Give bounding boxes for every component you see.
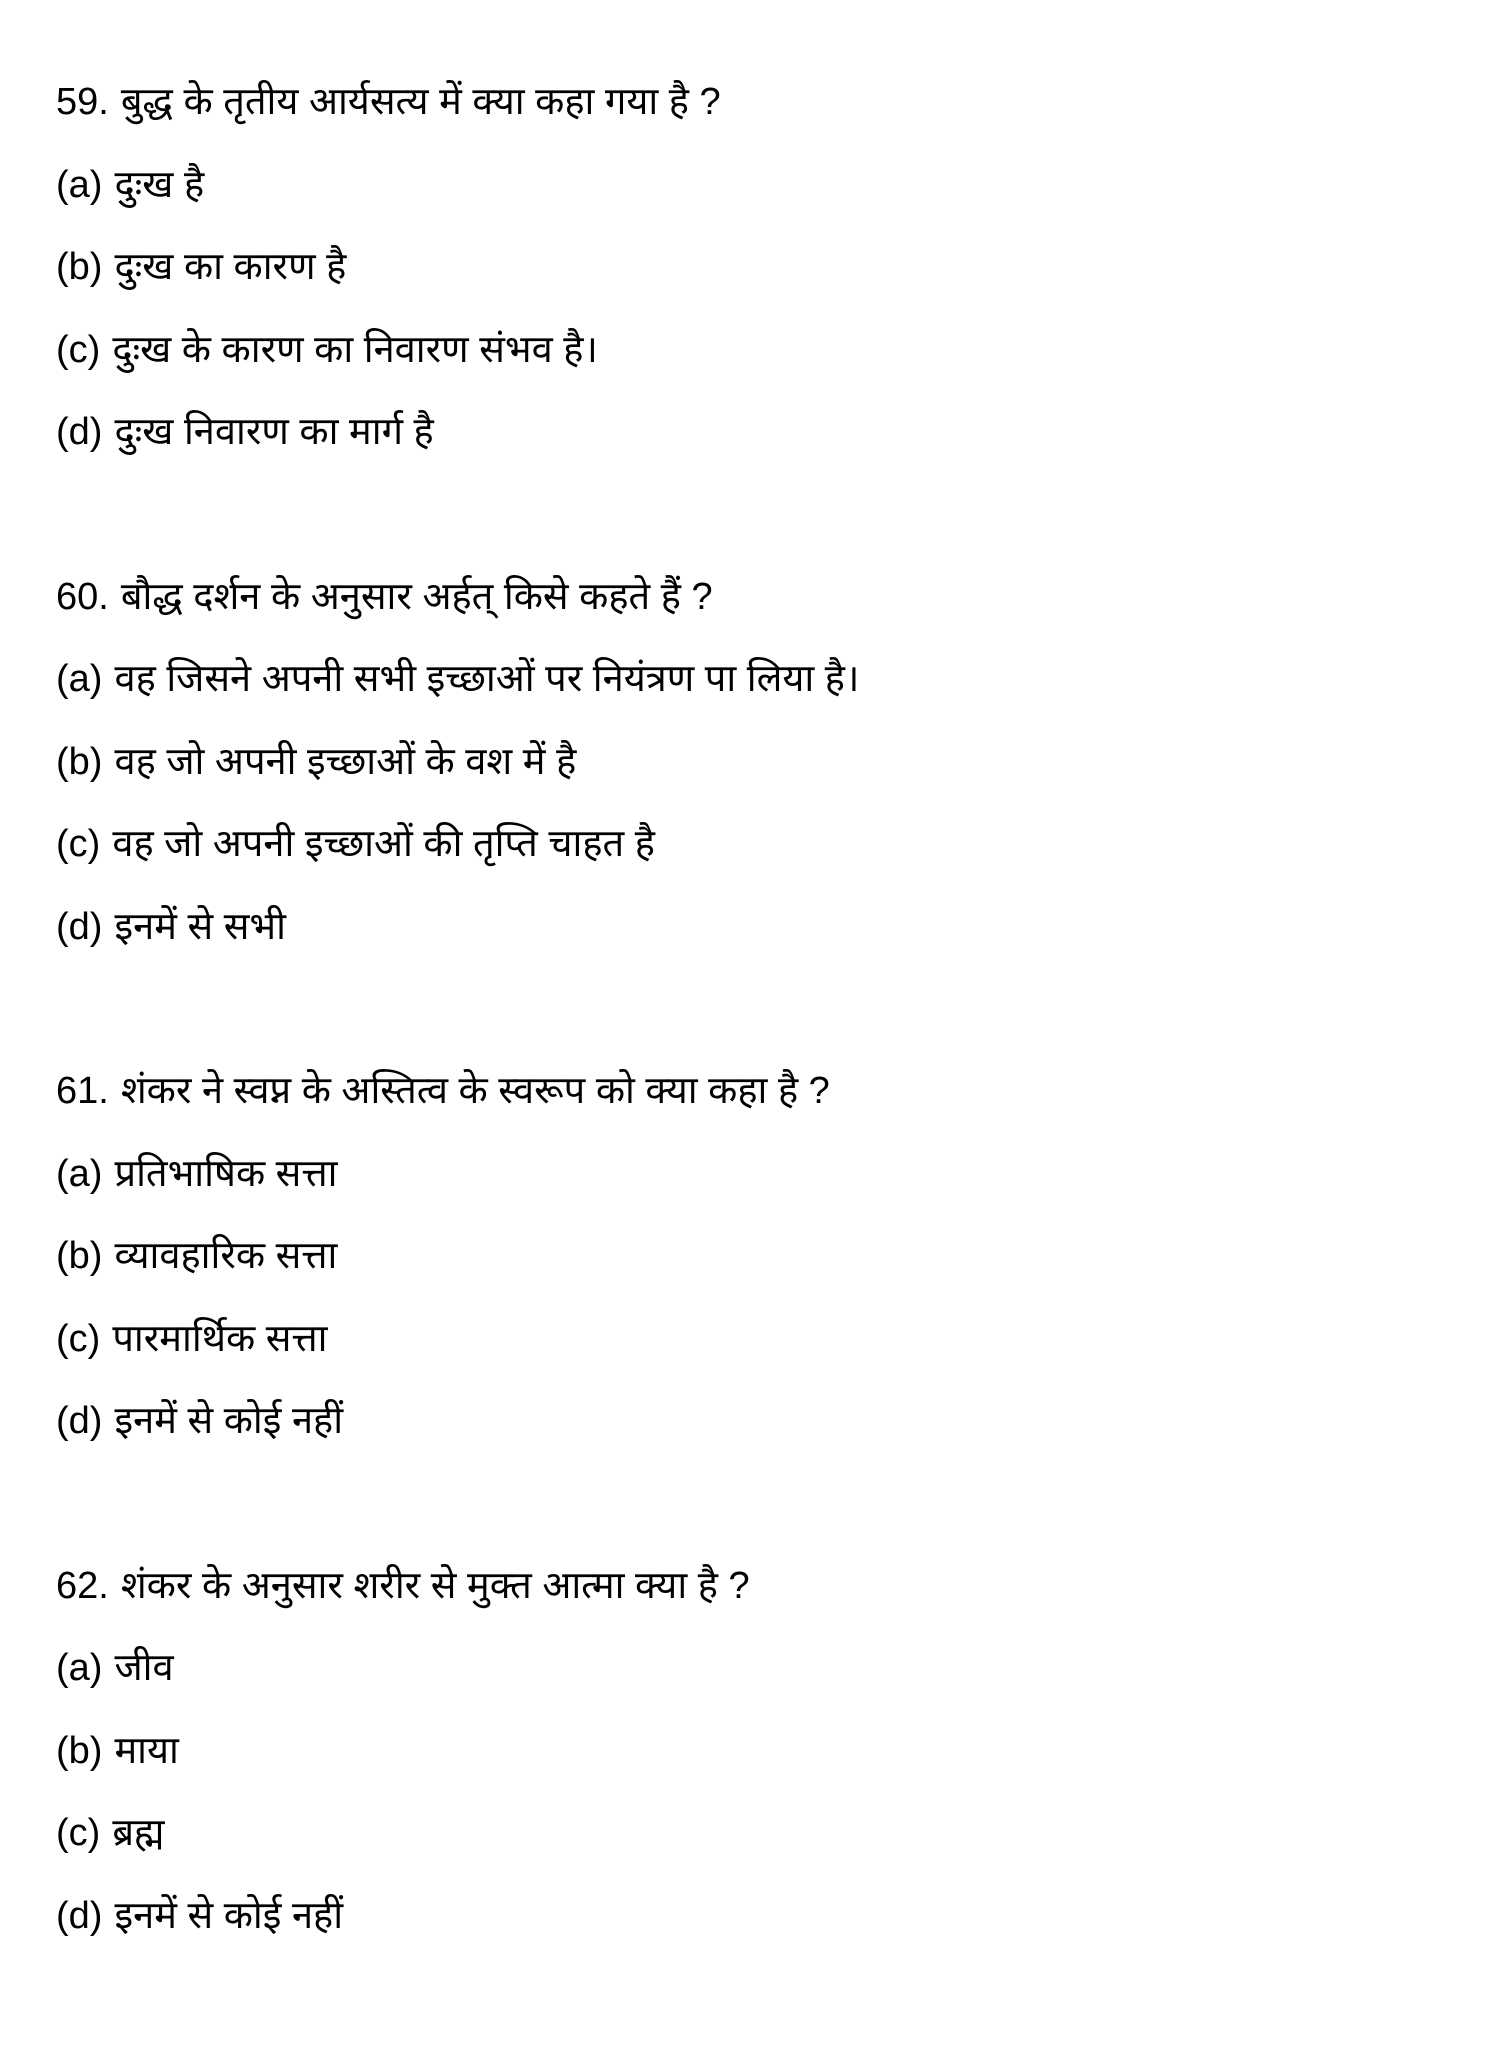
- question-stem: बौद्ध दर्शन के अनुसार अर्हत् किसे कहते हैं ?: [120, 575, 713, 618]
- option-item: [56, 1721, 859, 1804]
- option-item: [56, 814, 859, 897]
- option-label: (b): [56, 1729, 103, 1772]
- option-label: (b): [56, 246, 103, 288]
- option-item: [56, 897, 859, 980]
- option-text: इनमें से सभी: [114, 905, 286, 948]
- option-text: वह जो अपनी इच्छाओं की तृप्ति चाहत है: [112, 823, 655, 865]
- option-text: इनमें से कोई नहीं: [114, 1894, 344, 1937]
- question-number: 60.: [56, 575, 109, 618]
- option-label: (b): [56, 740, 103, 783]
- option-label: (d): [56, 1400, 103, 1442]
- option-item: [56, 1226, 859, 1309]
- question-stem: शंकर ने स्वप्न के अस्तित्व के स्वरूप को क्या कहा है ?: [120, 1070, 830, 1112]
- option-text: वह जिसने अपनी सभी इच्छाओं पर नियंत्रण पा लिया है।: [114, 658, 860, 700]
- option-item: [56, 1886, 859, 1969]
- option-text: वह जो अपनी इच्छाओं के वश में है: [114, 740, 577, 783]
- option-text: दुःख का कारण है: [114, 246, 347, 288]
- option-text: दुःख के कारण का निवारण संभव है।: [112, 328, 598, 371]
- option-text: ब्रह्म: [112, 1812, 165, 1854]
- option-item: [56, 649, 859, 732]
- question-number: 62.: [56, 1564, 109, 1607]
- question-stem: बुद्ध के तृतीय आर्यसत्य में क्या कहा गया है ?: [120, 81, 721, 123]
- option-item: [56, 1391, 859, 1474]
- option-item: [56, 155, 859, 238]
- option-text: दुःख निवारण का मार्ग है: [114, 411, 434, 453]
- option-item: [56, 1144, 859, 1227]
- question-block: [56, 567, 859, 980]
- question-number: 59.: [56, 81, 109, 123]
- option-text: इनमें से कोई नहीं: [114, 1400, 344, 1442]
- option-text: पारमार्थिक सत्ता: [112, 1317, 328, 1360]
- option-label: (a): [56, 658, 103, 700]
- option-label: (c): [56, 328, 101, 371]
- option-label: (a): [56, 1152, 103, 1195]
- question-text: [56, 567, 859, 650]
- option-text: जीव: [114, 1647, 174, 1689]
- option-item: [56, 1803, 859, 1886]
- question-text: [56, 1556, 859, 1639]
- option-label: (c): [56, 823, 101, 865]
- question-number: 61.: [56, 1070, 109, 1112]
- option-label: (d): [56, 905, 103, 948]
- option-text: प्रतिभाषिक सत्ता: [114, 1152, 338, 1195]
- option-label: (d): [56, 411, 103, 453]
- option-text: दुःख है: [114, 163, 205, 206]
- option-item: [56, 320, 859, 403]
- option-label: (a): [56, 163, 103, 206]
- question-text: [56, 1061, 859, 1144]
- question-stem: शंकर के अनुसार शरीर से मुक्त आत्मा क्या है ?: [120, 1564, 750, 1607]
- option-label: (b): [56, 1235, 103, 1277]
- question-block: [56, 1556, 859, 1969]
- option-label: (c): [56, 1812, 101, 1854]
- question-sheet: [56, 72, 859, 2050]
- question-block: [56, 72, 859, 485]
- question-text: [56, 72, 859, 155]
- option-item: [56, 237, 859, 320]
- option-label: (a): [56, 1647, 103, 1689]
- option-item: [56, 1309, 859, 1392]
- option-text: माया: [114, 1729, 179, 1772]
- option-item: [56, 1638, 859, 1721]
- option-item: [56, 402, 859, 485]
- question-block: [56, 1061, 859, 1474]
- option-label: (d): [56, 1894, 103, 1937]
- option-text: व्यावहारिक सत्ता: [114, 1235, 338, 1277]
- option-label: (c): [56, 1317, 101, 1360]
- option-item: [56, 732, 859, 815]
